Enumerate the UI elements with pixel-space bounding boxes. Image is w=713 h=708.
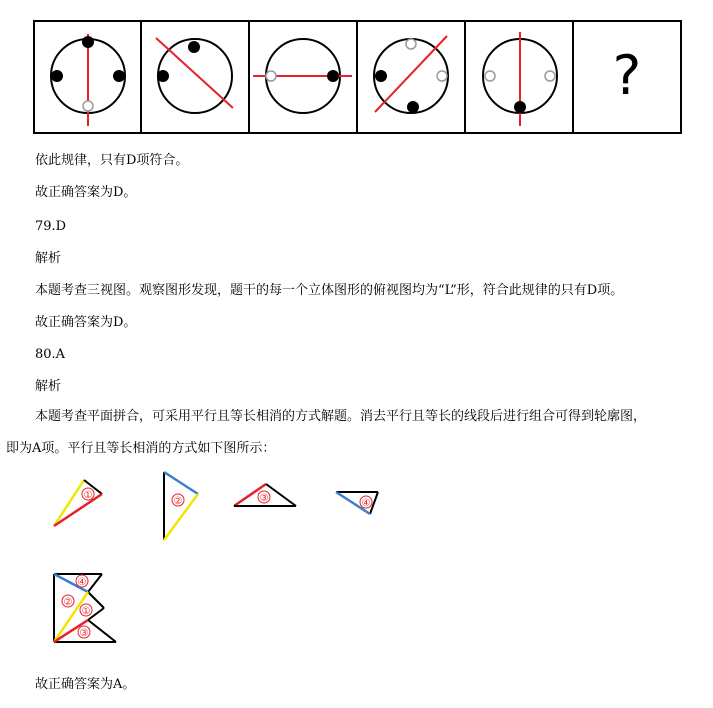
solid-dot bbox=[375, 70, 387, 82]
piece-4 bbox=[334, 488, 384, 518]
piece-label: ③ bbox=[259, 493, 269, 504]
text-line: 本题考查三视图。观察图形发现，题干的每一个立体图形的俯视图均为“L”形，符合此规律的只有D项。 bbox=[35, 283, 624, 298]
puzzle-panel-4 bbox=[374, 36, 448, 113]
text-line: 即为A项。平行且等长相消的方式如下图所示： bbox=[6, 441, 276, 456]
text-line: 故正确答案为D。 bbox=[35, 315, 137, 330]
solid-dot bbox=[113, 70, 125, 82]
piece-label: ④ bbox=[361, 498, 371, 509]
hollow-dot bbox=[266, 71, 276, 81]
black-edge bbox=[370, 492, 378, 514]
piece-label: ④ bbox=[77, 577, 87, 588]
piece-1 bbox=[48, 470, 108, 530]
red-edge bbox=[54, 494, 102, 526]
puzzle-panel-3 bbox=[253, 39, 352, 113]
text-line: 依此规律，只有D项符合。 bbox=[35, 153, 189, 168]
black-edge bbox=[266, 484, 296, 506]
question-number: 80.A bbox=[35, 347, 66, 362]
text-line: 故正确答案为D。 bbox=[35, 185, 137, 200]
solid-dot bbox=[51, 70, 63, 82]
composite-figure bbox=[48, 568, 128, 648]
piece-label: ② bbox=[63, 597, 73, 608]
piece-label: ③ bbox=[79, 628, 89, 639]
text-line: 故正确答案为A。 bbox=[35, 677, 136, 692]
hollow-dot bbox=[83, 101, 93, 111]
hollow-dot bbox=[406, 39, 416, 49]
piece-label: ① bbox=[83, 490, 93, 501]
question-mark: ? bbox=[612, 44, 642, 107]
analysis-heading: 解析 bbox=[35, 379, 62, 394]
solid-dot bbox=[188, 41, 200, 53]
solid-dot bbox=[157, 70, 169, 82]
piece-2 bbox=[156, 468, 206, 548]
question-number: 79.D bbox=[35, 219, 67, 234]
solid-dot bbox=[407, 101, 419, 113]
hollow-dot bbox=[545, 71, 555, 81]
solid-dot bbox=[514, 101, 526, 113]
solid-dot bbox=[82, 36, 94, 48]
puzzle-panel-1 bbox=[51, 34, 125, 126]
solid-dot bbox=[327, 70, 339, 82]
piece-label: ① bbox=[81, 606, 91, 617]
blue-edge bbox=[164, 472, 198, 494]
puzzle-figure-row bbox=[33, 20, 682, 134]
puzzle-panel-5 bbox=[483, 32, 557, 126]
black-edge bbox=[88, 620, 116, 642]
analysis-heading: 解析 bbox=[35, 251, 62, 266]
text-line: 本题考查平面拼合，可采用平行且等长相消的方式解题。消去平行且等长的线段后进行组合可得到轮廓图， bbox=[35, 409, 647, 424]
piece-label: ② bbox=[173, 496, 183, 507]
black-edge bbox=[88, 574, 102, 592]
yellow-edge bbox=[54, 480, 84, 526]
puzzle-panel-2 bbox=[156, 38, 233, 113]
piece-3 bbox=[230, 480, 300, 510]
hollow-dot bbox=[437, 71, 447, 81]
hollow-dot bbox=[485, 71, 495, 81]
